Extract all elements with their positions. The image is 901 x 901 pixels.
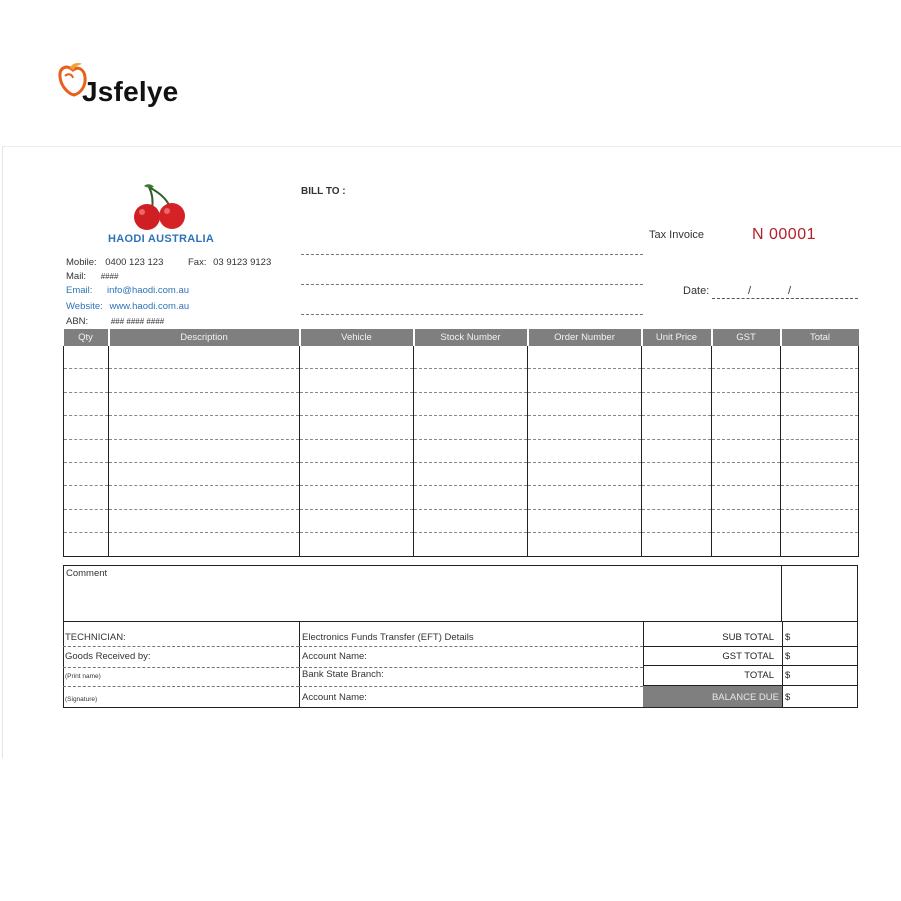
table-row: [64, 439, 859, 462]
table-cell[interactable]: [528, 509, 642, 532]
table-cell[interactable]: [109, 486, 300, 509]
mail-row: [66, 271, 119, 282]
table-cell[interactable]: [64, 416, 109, 439]
table-cell[interactable]: [300, 416, 414, 439]
table-cell[interactable]: [781, 416, 859, 439]
website-label: Website:: [66, 301, 103, 312]
table-cell[interactable]: [642, 486, 712, 509]
table-cell[interactable]: [300, 486, 414, 509]
goods-received-label: Goods Received by:: [65, 651, 151, 662]
tax-invoice-label: Tax Invoice: [649, 229, 705, 241]
technician-line[interactable]: [63, 646, 299, 647]
column-header-gst: GST: [712, 329, 781, 346]
table-cell[interactable]: [414, 369, 528, 392]
table-cell[interactable]: [64, 392, 109, 415]
email-label: Email:: [66, 285, 93, 296]
print-name-line[interactable]: [63, 686, 299, 687]
column-header-unit-price: Unit Price: [642, 329, 712, 346]
comment-total-cell: [781, 565, 858, 622]
table-cell[interactable]: [712, 416, 781, 439]
table-cell[interactable]: [642, 369, 712, 392]
email-row: [66, 285, 189, 296]
table-cell[interactable]: [781, 392, 859, 415]
column-header-stock-number: Stock Number: [414, 329, 528, 346]
table-cell[interactable]: [64, 462, 109, 485]
items-table: [63, 329, 859, 557]
table-cell[interactable]: [109, 462, 300, 485]
date-field[interactable]: [712, 298, 858, 299]
table-cell[interactable]: [64, 439, 109, 462]
table-cell[interactable]: [781, 346, 859, 369]
account-name-line[interactable]: [299, 667, 643, 668]
table-row: [64, 486, 859, 509]
abn-value: ### #### ####: [110, 317, 165, 326]
table-cell[interactable]: [414, 439, 528, 462]
fax-label: Fax:: [188, 257, 207, 268]
cherries-icon: [130, 183, 192, 233]
table-cell[interactable]: [712, 369, 781, 392]
table-cell[interactable]: [300, 509, 414, 532]
fax-value: 03 9123 9123: [213, 257, 272, 268]
table-cell[interactable]: [712, 462, 781, 485]
table-cell[interactable]: [300, 533, 414, 556]
table-cell[interactable]: [414, 416, 528, 439]
table-cell[interactable]: [109, 509, 300, 532]
table-cell[interactable]: [109, 392, 300, 415]
table-cell[interactable]: [781, 369, 859, 392]
table-cell[interactable]: [528, 486, 642, 509]
gst-total-value[interactable]: $: [785, 651, 791, 662]
table-cell[interactable]: [414, 462, 528, 485]
sub-total-label: SUB TOTAL: [722, 632, 774, 643]
balance-due-value[interactable]: $: [785, 692, 791, 703]
table-cell[interactable]: [528, 416, 642, 439]
bill-to-line[interactable]: [301, 254, 643, 255]
column-header-vehicle: Vehicle: [300, 329, 414, 346]
table-cell[interactable]: [528, 462, 642, 485]
footer-divider: [299, 622, 300, 708]
invoice-number: N 00001: [752, 226, 816, 243]
table-cell[interactable]: [528, 439, 642, 462]
table-cell[interactable]: [642, 392, 712, 415]
mobile-value: 0400 123 123: [105, 257, 164, 268]
table-row: [64, 392, 859, 415]
table-row: [64, 369, 859, 392]
account-name-label-2: Account Name:: [302, 692, 367, 703]
table-cell[interactable]: [414, 486, 528, 509]
total-value[interactable]: $: [785, 670, 791, 681]
balance-due-label: BALANCE DUE: [711, 692, 779, 703]
website-row: [66, 301, 189, 312]
mail-value: ####: [100, 272, 119, 281]
comment-label: Comment: [66, 568, 108, 579]
mobile-label: Mobile:: [66, 257, 97, 268]
table-cell[interactable]: [642, 439, 712, 462]
brand-name: Jsfelye: [82, 76, 179, 107]
table-cell[interactable]: [528, 346, 642, 369]
table-cell[interactable]: [300, 346, 414, 369]
table-row: [64, 416, 859, 439]
table-cell[interactable]: [712, 509, 781, 532]
company-name: HAODI AUSTRALIA: [108, 233, 215, 245]
table-cell[interactable]: [642, 462, 712, 485]
mobile-row: [66, 257, 163, 268]
table-cell[interactable]: [300, 369, 414, 392]
technician-label: TECHNICIAN:: [65, 632, 126, 643]
table-cell[interactable]: [528, 392, 642, 415]
bill-to-line[interactable]: [301, 284, 643, 285]
table-cell[interactable]: [109, 416, 300, 439]
table-cell[interactable]: [109, 439, 300, 462]
table-cell[interactable]: [109, 533, 300, 556]
column-header-total: Total: [781, 329, 859, 346]
table-cell[interactable]: [781, 439, 859, 462]
table-cell[interactable]: [642, 509, 712, 532]
table-cell[interactable]: [781, 462, 859, 485]
abn-label: ABN:: [66, 316, 89, 327]
eft-line: [299, 646, 643, 647]
mail-label: Mail:: [66, 271, 87, 282]
table-cell[interactable]: [64, 369, 109, 392]
table-cell[interactable]: [64, 346, 109, 369]
bank-state-branch-line[interactable]: [299, 686, 643, 687]
table-cell[interactable]: [64, 486, 109, 509]
account-name-label: Account Name:: [302, 651, 367, 662]
totals-divider: [643, 665, 858, 666]
table-row: [64, 346, 859, 369]
table-cell[interactable]: [712, 533, 781, 556]
table-cell[interactable]: [712, 346, 781, 369]
table-cell[interactable]: [414, 533, 528, 556]
table-cell[interactable]: [712, 392, 781, 415]
table-cell[interactable]: [712, 486, 781, 509]
table-row: [64, 462, 859, 485]
column-header-order-number: Order Number: [528, 329, 642, 346]
sub-total-value[interactable]: $: [785, 632, 791, 643]
print-name-label: (Print name): [65, 673, 101, 680]
table-cell[interactable]: [642, 533, 712, 556]
table-cell[interactable]: [300, 462, 414, 485]
table-cell[interactable]: [712, 439, 781, 462]
column-header-qty: Qty: [64, 329, 109, 346]
table-cell[interactable]: [64, 533, 109, 556]
website-value[interactable]: www.haodi.com.au: [109, 301, 190, 312]
date-label: Date:: [683, 285, 710, 297]
signature-label: (Signature): [65, 696, 98, 703]
fax-row: [188, 257, 271, 268]
table-cell[interactable]: [414, 346, 528, 369]
column-header-description: Description: [109, 329, 300, 346]
table-cell[interactable]: [414, 392, 528, 415]
table-header-row: [64, 329, 859, 346]
table-cell[interactable]: [781, 533, 859, 556]
total-label: TOTAL: [744, 670, 774, 681]
table-cell[interactable]: [109, 346, 300, 369]
table-cell[interactable]: [109, 369, 300, 392]
table-cell[interactable]: [642, 416, 712, 439]
table-cell[interactable]: [528, 369, 642, 392]
gst-total-label: GST TOTAL: [722, 651, 774, 662]
table-cell[interactable]: [528, 533, 642, 556]
table-cell[interactable]: [781, 486, 859, 509]
bill-to-label: BILL TO :: [301, 186, 346, 197]
date-separator: /: [748, 285, 752, 297]
goods-received-line[interactable]: [63, 667, 299, 668]
table-cell[interactable]: [64, 509, 109, 532]
totals-divider: [643, 646, 858, 647]
table-cell[interactable]: [414, 509, 528, 532]
bill-to-line[interactable]: [301, 314, 643, 315]
email-value[interactable]: info@haodi.com.au: [107, 285, 190, 296]
eft-title: Electronics Funds Transfer (EFT) Details: [302, 632, 474, 643]
abn-row: [66, 316, 164, 327]
bank-state-branch-label: Bank State Branch:: [302, 669, 384, 680]
table-row: [64, 509, 859, 532]
table-cell[interactable]: [300, 392, 414, 415]
table-row: [64, 533, 859, 556]
comment-box[interactable]: [63, 565, 782, 622]
date-separator: /: [788, 285, 792, 297]
table-cell[interactable]: [781, 509, 859, 532]
table-cell[interactable]: [300, 439, 414, 462]
table-cell[interactable]: [642, 346, 712, 369]
